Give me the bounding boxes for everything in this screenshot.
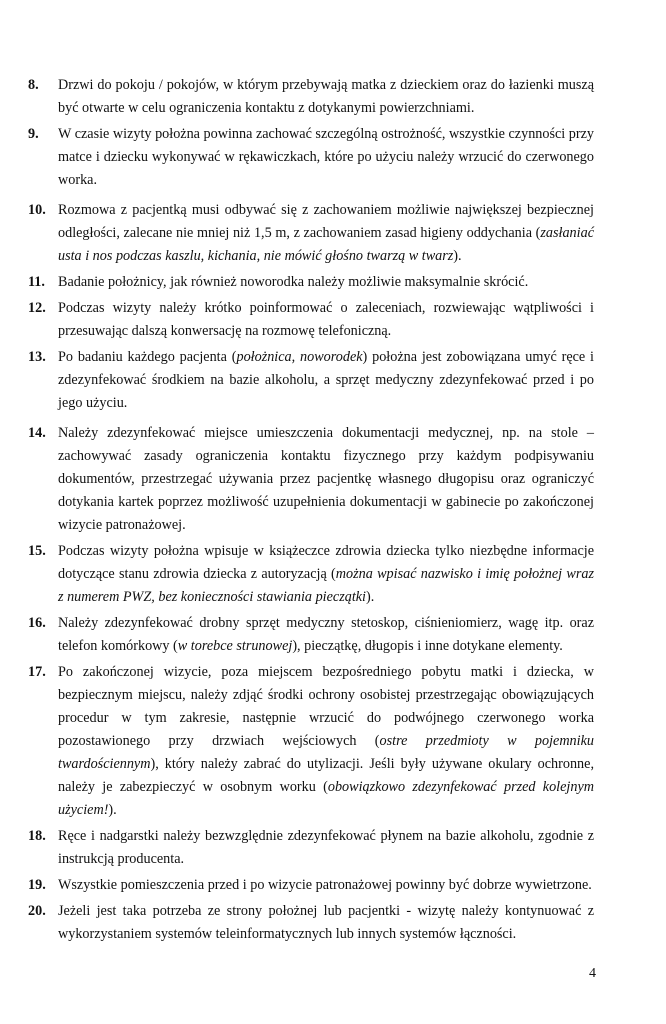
list-item [28,825,594,871]
list-item [28,422,594,537]
item-number: 17. [28,664,46,680]
item-number: 16. [28,615,46,631]
list-item [28,297,594,343]
item-text: Po zakończonej wizycie, poza miejscem bezpośredniego pobytu matki i dziecka, w bezpiecznym miejscu, należy zdjąć środki ochrony osobistej przestrzegając obowiązujących procedur w tym zakresie, następnie wrzucić do podwójnego czerwonego worka pozostawionego przy drzwiach wejściowych (ostre przedmioty w pojemniku twardościennym), który należy zabrać do utylizacji. Jeśli były używane okulary ochronne, należy je zabezpieczyć w osobnym worku (obowiązkowo zdezynfekować przed kolejnym użyciem!). [58,664,594,818]
list-item [28,74,594,120]
item-number: 9. [28,126,39,142]
item-number: 20. [28,903,46,919]
item-text: Po badaniu każdego pacjenta (położnica, noworodek) położna jest zobowiązana umyć ręce i zdezynfekować środkiem na bazie alkoholu, a sprzęt medyczny zdezynfekować przed i po jego użyciu. [58,349,594,411]
item-text: Należy zdezynfekować drobny sprzęt medyczny stetoskop, ciśnieniomierz, wagę itp. oraz telefon komórkowy (w torebce strunowej), pieczątkę, długopis i inne dotykane elementy. [58,615,594,654]
list-item [28,874,594,897]
item-number: 13. [28,349,46,365]
item-number: 10. [28,202,46,218]
item-number: 11. [28,274,45,290]
item-number: 19. [28,877,46,893]
list-item [28,271,594,294]
item-text: Podczas wizyty należy krótko poinformować o zaleceniach, rozwiewając wątpliwości i przesuwając dalszą konwersację na rozmowę telefoniczną. [58,300,594,339]
item-text: Badanie położnicy, jak również noworodka należy możliwie maksymalnie skrócić. [58,274,529,290]
item-number: 14. [28,425,46,441]
page-number: 4 [589,966,596,981]
item-text: W czasie wizyty położna powinna zachować szczególną ostrożność, wszystkie czynności przy matce i dziecku wykonywać w rękawiczkach, które po użyciu należy wrzucić do czerwonego worka. [58,126,594,188]
item-number: 18. [28,828,46,844]
item-number: 15. [28,543,46,559]
procedure-list [28,74,594,946]
list-item [28,123,594,192]
item-text: Jeżeli jest taka potrzeba ze strony położnej lub pacjentki - wizytę należy kontynuować z wykorzystaniem systemów teleinformatycznych lub innych systemów łączności. [58,903,594,942]
list-item [28,661,594,822]
item-text: Podczas wizyty położna wpisuje w książeczce zdrowia dziecka tylko niezbędne informacje dotyczące stanu zdrowia dziecka z autoryzacją (można wpisać nazwisko i imię położnej wraz z numerem PWZ, bez konieczności stawiania pieczątki). [58,543,594,605]
list-item [28,346,594,415]
list-item [28,199,594,268]
list-item [28,900,594,946]
list-item [28,612,594,658]
item-text: Należy zdezynfekować miejsce umieszczenia dokumentacji medycznej, np. na stole – zachowywać zasady ograniczenia kontaktu fizycznego przy każdym podpisywaniu dokumentów, przestrzegać używania przez pacjentkę własnego długopisu oraz ograniczyć dotykania kartek poprzez możliwość uzupełnienia dokumentacji w gabinecie po zakończonej wizycie patronażowej. [58,425,594,533]
item-text: Ręce i nadgarstki należy bezwzględnie zdezynfekować płynem na bazie alkoholu, zgodnie z instrukcją producenta. [58,828,594,867]
item-number: 12. [28,300,46,316]
item-text: Drzwi do pokoju / pokojów, w którym przebywają matka z dzieckiem oraz do łazienki muszą być otwarte w celu ograniczenia kontaktu z dotykanymi powierzchniami. [58,77,594,116]
list-item [28,540,594,609]
item-text: Rozmowa z pacjentką musi odbywać się z zachowaniem możliwie największej bezpiecznej odległości, zalecane nie mniej niż 1,5 m, z zachowaniem zasad higieny oddychania (zasłaniać usta i nos podczas kaszlu, kichania, nie mówić głośno twarzą w twarz). [58,202,594,264]
item-text: Wszystkie pomieszczenia przed i po wizycie patronażowej powinny być dobrze wywietrzone. [58,877,592,893]
item-number: 8. [28,77,39,93]
